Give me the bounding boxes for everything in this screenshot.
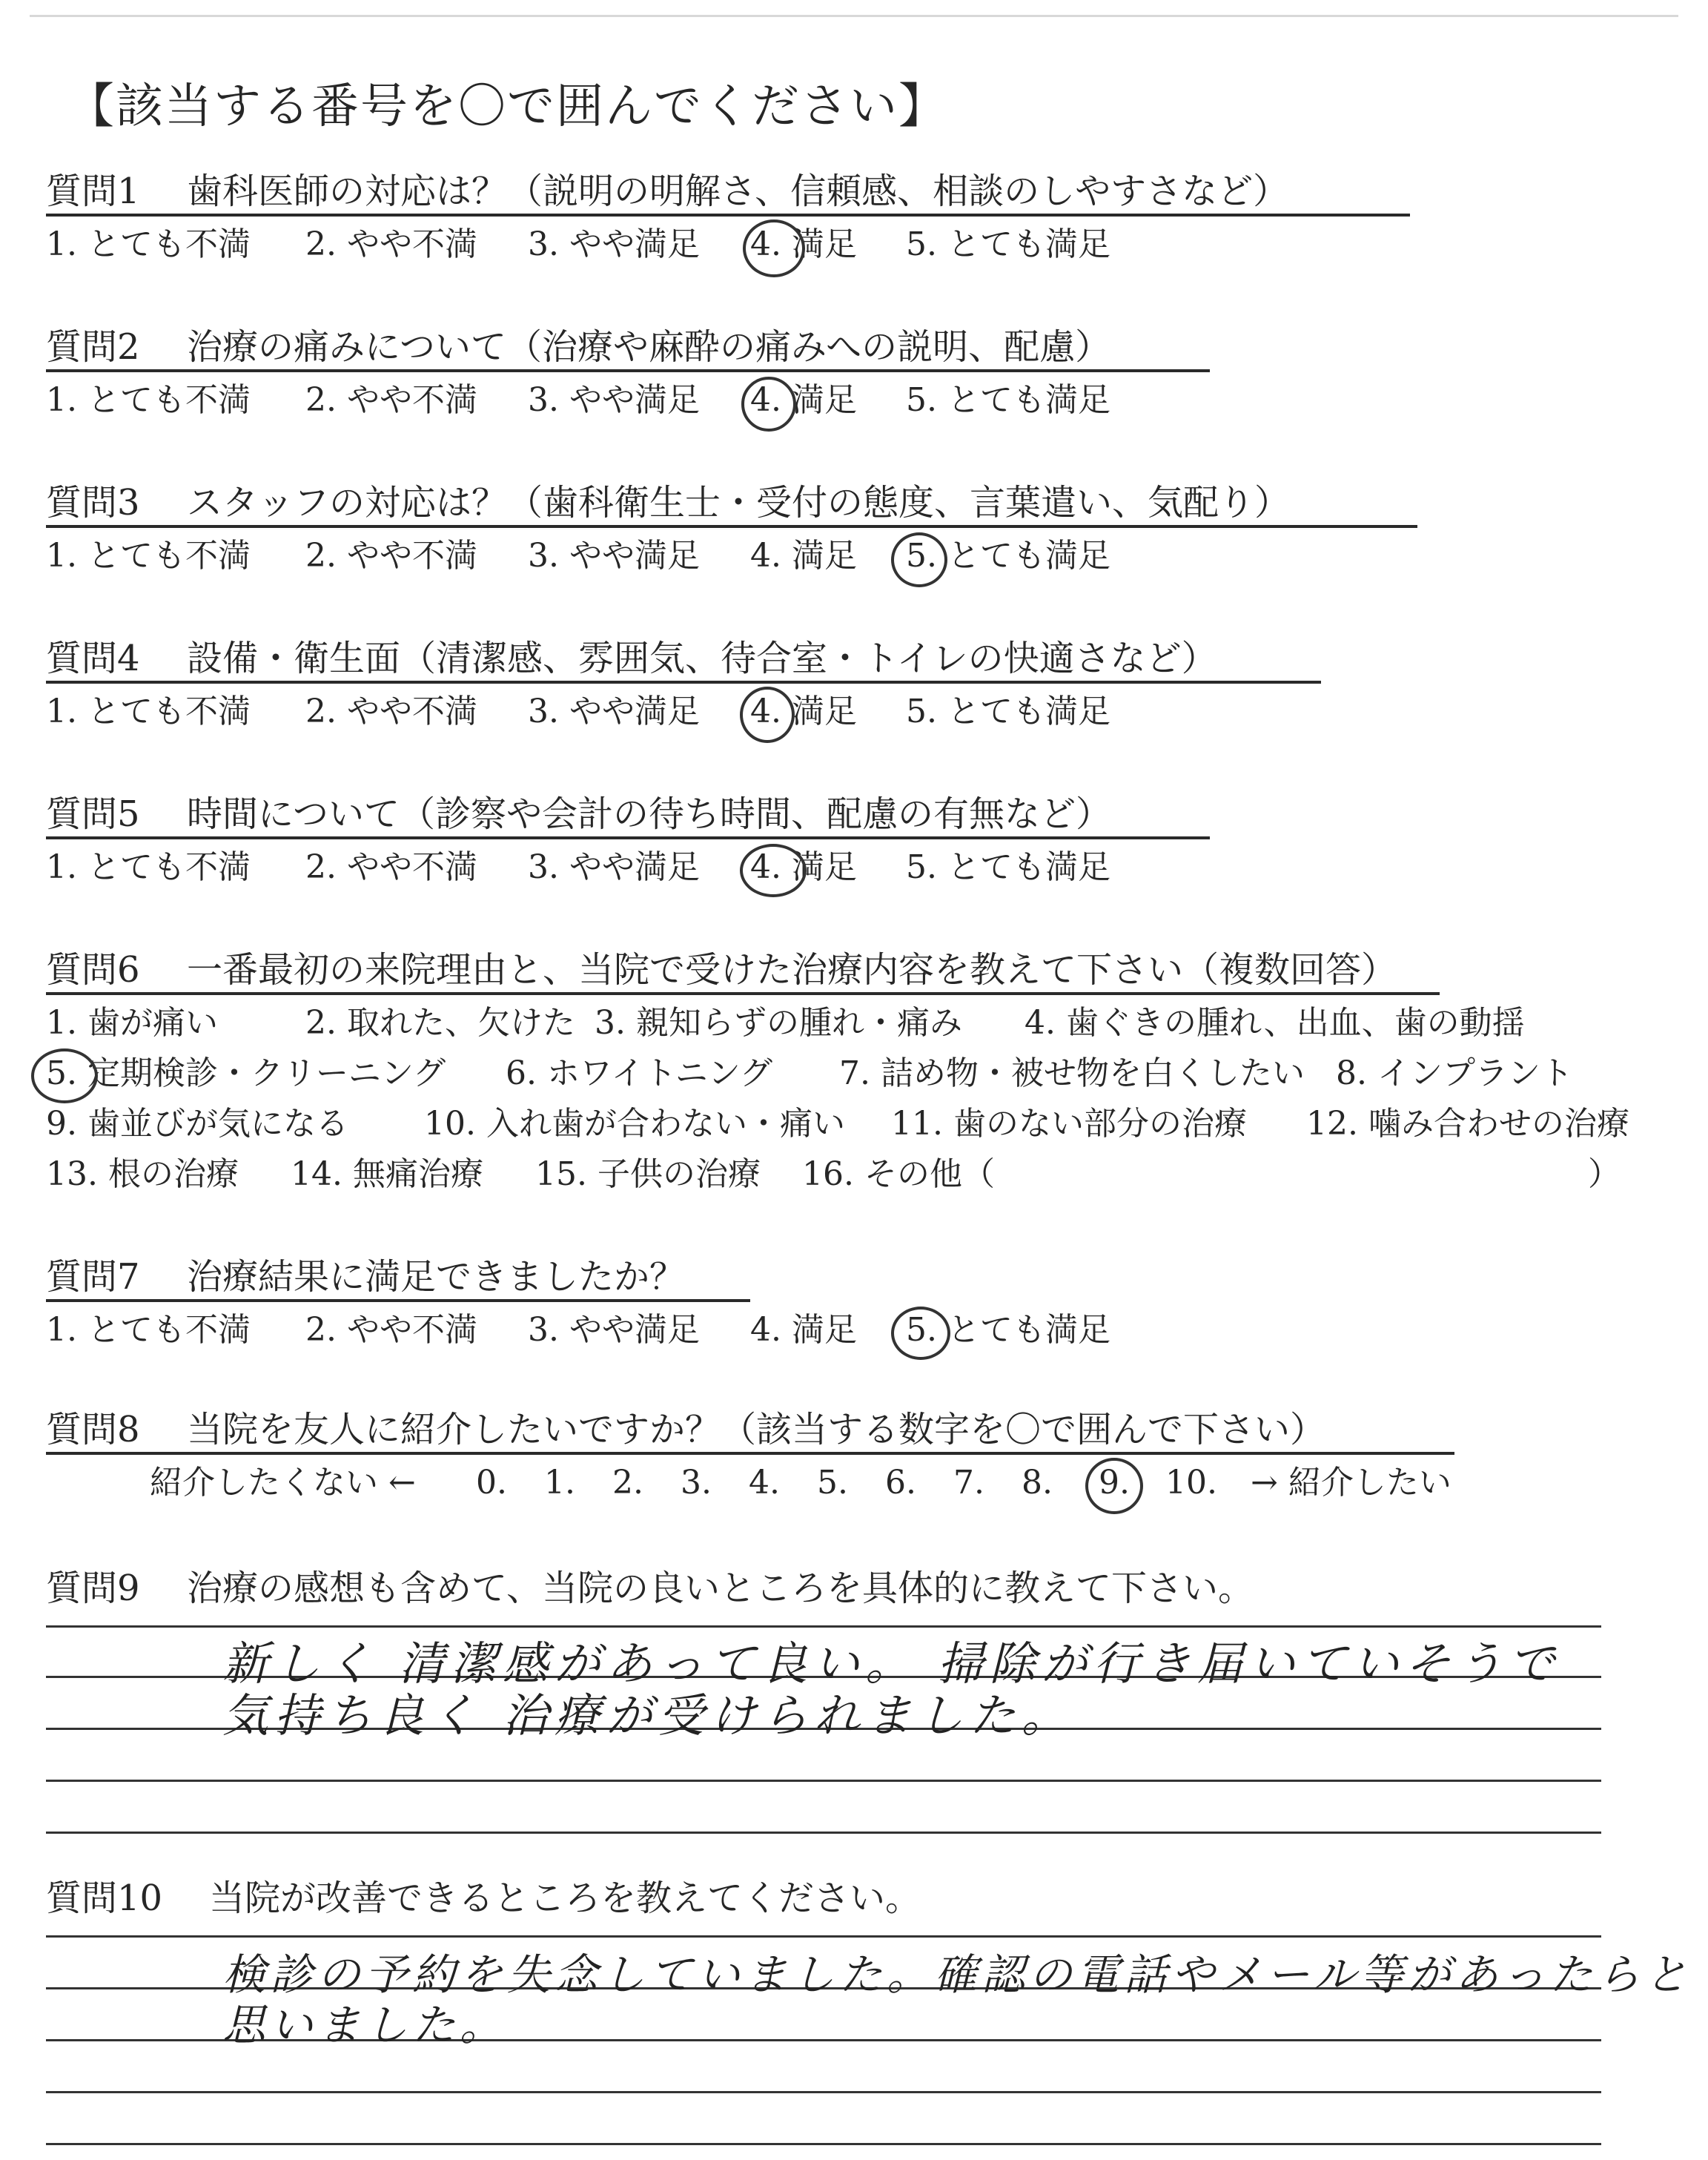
question-number: 質問6 <box>46 949 140 991</box>
option-3[interactable]: 3. やや満足 <box>528 381 700 419</box>
question-number: 質問9 <box>46 1568 140 1609</box>
option-5[interactable]: 5. とても満足 <box>906 225 1110 263</box>
option-1[interactable]: 1. とても不満 <box>46 848 251 886</box>
score-10[interactable]: 10. <box>1165 1464 1217 1502</box>
handwritten-answer-line-1: 検診の予約を失念していました。確認の電話やメール等があったらと <box>222 1949 1692 2000</box>
reason-option[interactable]: 10. 入れ歯が合わない・痛い <box>424 1105 845 1143</box>
question-text: 治療の痛みについて（治療や麻酔の痛みへの説明、配慮） <box>187 326 1111 368</box>
scale-right-label: → 紹介したい <box>1251 1464 1452 1502</box>
score-3[interactable]: 3. <box>681 1464 712 1502</box>
question-text: 当院を友人に紹介したいですか？（該当する数字を〇で囲んで下さい） <box>187 1409 1326 1450</box>
scale-left-label: 紹介したくない ← <box>150 1464 416 1502</box>
handwritten-answer-line-2: 思いました。 <box>222 2000 508 2050</box>
question-text: 当院が改善できるところを教えてください。 <box>209 1877 921 1919</box>
selection-circle <box>1085 1458 1143 1514</box>
underline <box>46 369 1210 372</box>
reason-option[interactable]: 16. その他（ <box>802 1155 995 1193</box>
reason-option[interactable]: 3. 親知らずの腫れ・痛み <box>595 1004 962 1042</box>
score-2[interactable]: 2. <box>612 1464 643 1502</box>
question-text: 時間について（診察や会計の待ち時間、配慮の有無など） <box>187 793 1112 835</box>
option-2[interactable]: 2. やや不満 <box>305 537 477 575</box>
ruled-line <box>46 2091 1601 2093</box>
option-4[interactable]: 4. 満足 <box>750 693 857 730</box>
score-6[interactable]: 6. <box>885 1464 916 1502</box>
option-5[interactable]: 5. とても満足 <box>906 537 1110 575</box>
reason-option[interactable]: 8. インプラント <box>1336 1054 1573 1092</box>
option-2[interactable]: 2. やや不満 <box>305 1311 477 1349</box>
close-paren: ） <box>1588 1155 1621 1193</box>
option-4[interactable]: 4. 満足 <box>750 225 857 263</box>
option-1[interactable]: 1. とても不満 <box>46 693 251 730</box>
option-3[interactable]: 3. やや満足 <box>528 848 700 886</box>
option-1[interactable]: 1. とても不満 <box>46 225 251 263</box>
reason-option[interactable]: 15. 子供の治療 <box>535 1155 761 1193</box>
reason-option[interactable]: 12. 噛み合わせの治療 <box>1306 1105 1629 1143</box>
question-text: 歯科医師の対応は？（説明の明解さ、信頼感、相談のしやすさなど） <box>187 171 1289 212</box>
reason-option[interactable]: 14. 無痛治療 <box>291 1155 483 1193</box>
option-3[interactable]: 3. やや満足 <box>528 537 700 575</box>
question-number: 質問4 <box>46 638 140 679</box>
selection-circle <box>31 1048 98 1103</box>
reason-option[interactable]: 11. 歯のない部分の治療 <box>891 1105 1247 1143</box>
option-1[interactable]: 1. とても不満 <box>46 537 251 575</box>
option-4[interactable]: 4. 満足 <box>750 537 857 575</box>
ruled-line <box>46 1935 1601 1938</box>
question-number: 質問10 <box>46 1877 163 1919</box>
question-number: 質問7 <box>46 1256 140 1298</box>
underline <box>46 1452 1454 1455</box>
reason-option[interactable]: 1. 歯が痛い <box>46 1004 218 1042</box>
page-title: 【該当する番号を〇で囲んでください】 <box>67 79 947 134</box>
option-1[interactable]: 1. とても不満 <box>46 381 251 419</box>
option-3[interactable]: 3. やや満足 <box>528 1311 700 1349</box>
option-2[interactable]: 2. やや不満 <box>305 693 477 730</box>
selection-circle <box>740 844 807 897</box>
reason-option[interactable]: 13. 根の治療 <box>46 1155 239 1193</box>
top-border <box>30 15 1678 17</box>
reason-option[interactable]: 7. 詰め物・被せ物を白くしたい <box>839 1054 1305 1092</box>
underline <box>46 214 1410 217</box>
option-4[interactable]: 4. 満足 <box>750 848 857 886</box>
selection-circle <box>891 532 947 587</box>
option-5[interactable]: 5. とても満足 <box>906 848 1110 886</box>
reason-option[interactable]: 2. 取れた、欠けた <box>305 1004 575 1042</box>
underline <box>46 836 1210 839</box>
underline <box>46 681 1321 684</box>
reason-option[interactable]: 6. ホワイトニング <box>506 1054 773 1092</box>
option-5[interactable]: 5. とても満足 <box>906 693 1110 730</box>
question-number: 質問5 <box>46 793 140 835</box>
selection-circle <box>891 1307 950 1360</box>
score-8[interactable]: 8. <box>1022 1464 1053 1502</box>
handwritten-answer-line-1: 新しく 清潔感があって良い。 掃除が行き届いていそうで <box>222 1636 1560 1691</box>
question-number: 質問8 <box>46 1409 140 1450</box>
option-4[interactable]: 4. 満足 <box>750 381 857 419</box>
score-7[interactable]: 7. <box>953 1464 984 1502</box>
option-5[interactable]: 5. とても満足 <box>906 1311 1110 1349</box>
reason-option[interactable]: 5. 定期検診・クリーニング <box>46 1054 446 1092</box>
score-4[interactable]: 4. <box>749 1464 780 1502</box>
question-text: スタッフの対応は？（歯科衛生士・受付の態度、言葉遣い、気配り） <box>187 482 1291 524</box>
underline <box>46 1299 750 1302</box>
question-number: 質問3 <box>46 482 140 524</box>
score-5[interactable]: 5. <box>817 1464 848 1502</box>
selection-circle <box>740 687 795 743</box>
question-text: 一番最初の来院理由と、当院で受けた治療内容を教えて下さい（複数回答） <box>187 949 1397 991</box>
ruled-line <box>46 1832 1601 1834</box>
selection-circle <box>743 219 805 277</box>
ruled-line <box>46 1780 1601 1782</box>
option-1[interactable]: 1. とても不満 <box>46 1311 251 1349</box>
reason-option[interactable]: 4. 歯ぐきの腫れ、出血、歯の動揺 <box>1025 1004 1525 1042</box>
option-2[interactable]: 2. やや不満 <box>305 225 477 263</box>
option-2[interactable]: 2. やや不満 <box>305 381 477 419</box>
question-number: 質問2 <box>46 326 140 368</box>
selection-circle <box>741 377 796 432</box>
score-1[interactable]: 1. <box>544 1464 575 1502</box>
question-text: 治療結果に満足できましたか？ <box>187 1256 686 1298</box>
option-3[interactable]: 3. やや満足 <box>528 693 700 730</box>
question-text: 治療の感想も含めて、当院の良いところを具体的に教えて下さい。 <box>187 1568 1254 1609</box>
question-number: 質問1 <box>46 171 140 212</box>
ruled-line <box>46 2143 1601 2145</box>
option-3[interactable]: 3. やや満足 <box>528 225 700 263</box>
underline <box>46 525 1417 528</box>
option-4[interactable]: 4. 満足 <box>750 1311 857 1349</box>
underline <box>46 992 1440 995</box>
option-5[interactable]: 5. とても満足 <box>906 381 1110 419</box>
question-text: 設備・衛生面（清潔感、雰囲気、待合室・トイレの快適さなど） <box>187 638 1217 679</box>
score-0[interactable]: 0. <box>476 1464 507 1502</box>
score-9[interactable]: 9. <box>1099 1464 1130 1502</box>
option-2[interactable]: 2. やや不満 <box>305 848 477 886</box>
reason-option[interactable]: 9. 歯並びが気になる <box>46 1105 348 1143</box>
handwritten-answer-line-2: 気持ち良く 治療が受けられました。 <box>222 1688 1073 1743</box>
